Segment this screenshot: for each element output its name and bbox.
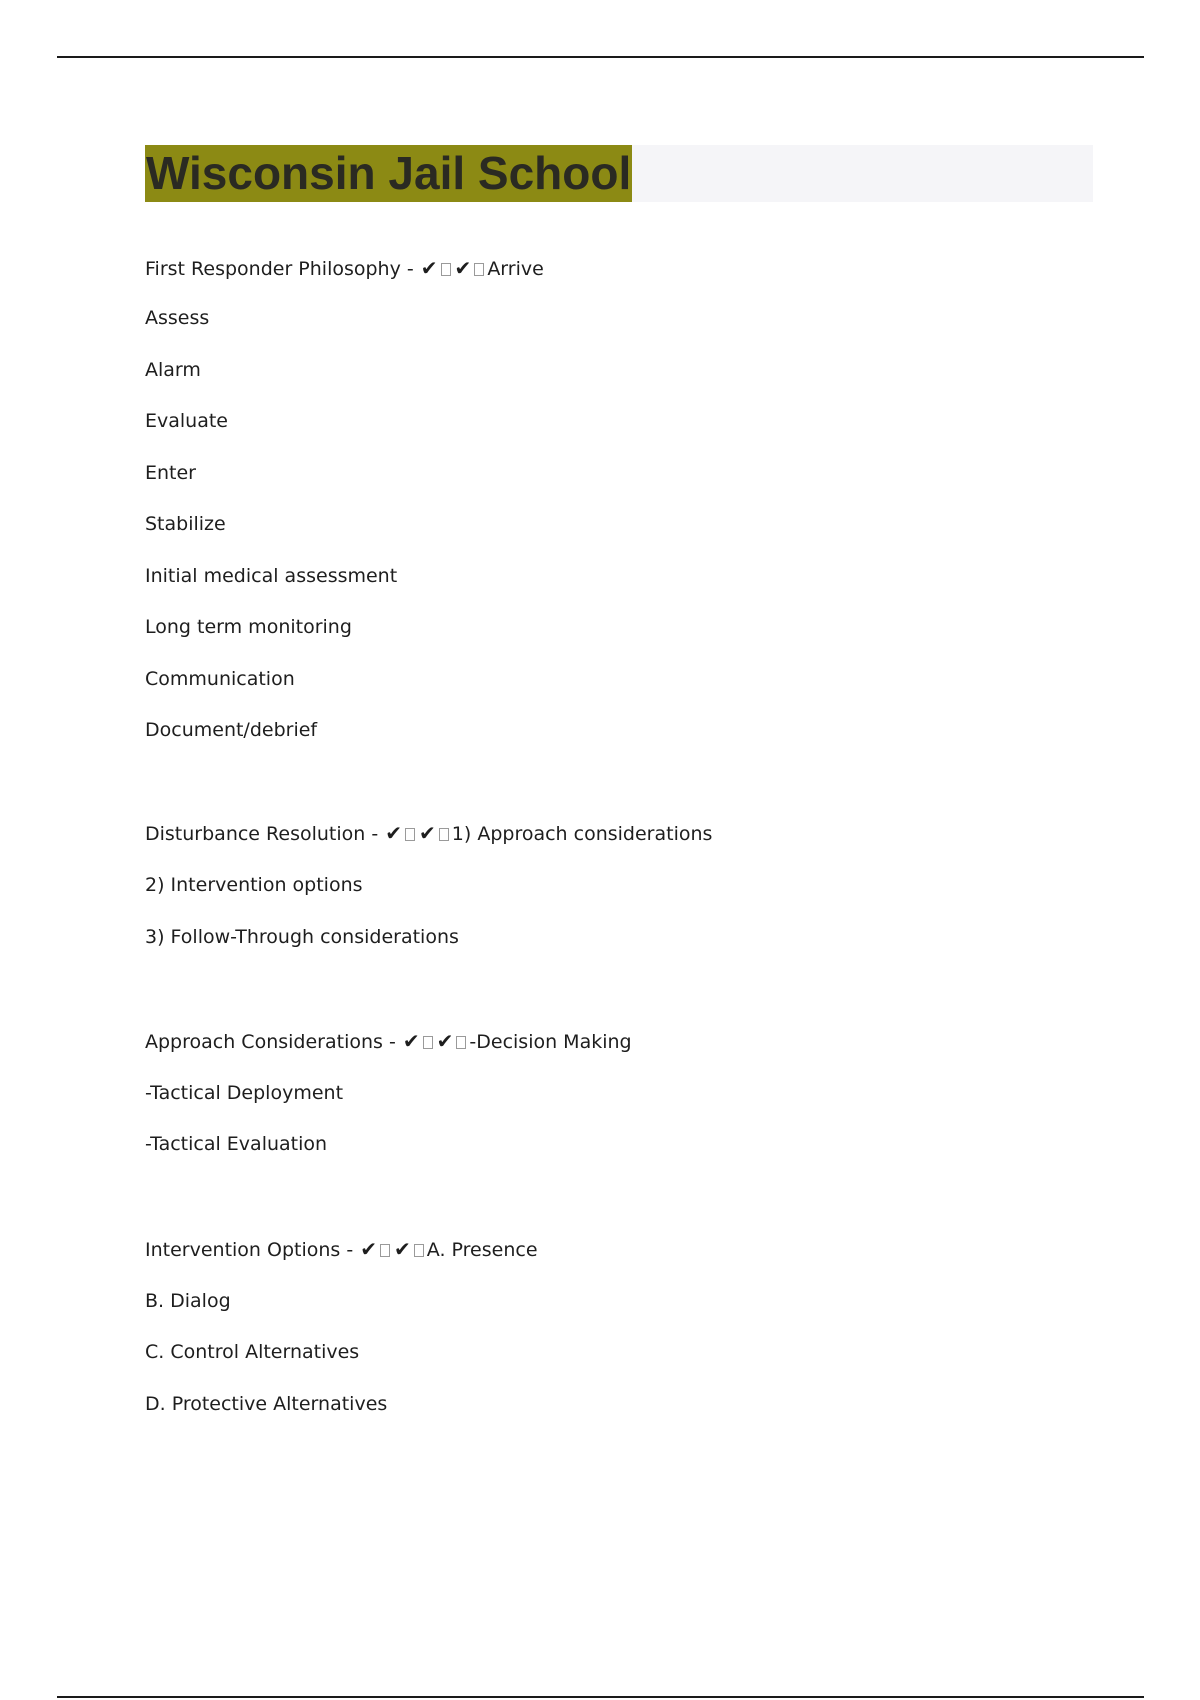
check-mark-icon: ✔	[385, 821, 403, 845]
check-mark-icon: ✔	[436, 1029, 454, 1053]
answer-line: C. Control Alternatives	[145, 1341, 360, 1363]
empty-box-icon	[380, 1244, 390, 1257]
answer-text: -Decision Making	[469, 1031, 632, 1053]
question-text: Intervention Options -	[145, 1239, 360, 1261]
empty-box-icon	[405, 828, 415, 841]
check-mark-icon: ✔	[419, 821, 436, 845]
question-line	[145, 1237, 538, 1262]
answer-line: Communication	[145, 668, 295, 690]
answer-line: Alarm	[145, 359, 201, 381]
check-mark-icon: ✔	[402, 1029, 420, 1053]
question-line	[145, 821, 712, 846]
answer-line: -Tactical Deployment	[145, 1082, 344, 1104]
check-mark-icon: ✔	[394, 1237, 411, 1261]
question-text: First Responder Philosophy -	[145, 258, 420, 280]
answer-text: 1) Approach considerations	[451, 823, 713, 845]
answer-line: B. Dialog	[145, 1290, 231, 1312]
question-text: Approach Considerations -	[145, 1031, 402, 1053]
empty-box-icon	[456, 1036, 466, 1049]
question-line	[145, 256, 544, 281]
empty-box-icon	[414, 1244, 424, 1257]
empty-box-icon	[441, 263, 451, 276]
answer-line: Evaluate	[145, 410, 228, 432]
answer-text: Arrive	[487, 258, 544, 280]
answer-line: Long term monitoring	[145, 616, 352, 638]
answer-line: -Tactical Evaluation	[145, 1133, 328, 1155]
answer-line: 2) Intervention options	[145, 874, 363, 896]
check-mark-icon: ✔	[420, 256, 438, 280]
answer-line: 3) Follow-Through considerations	[145, 926, 459, 948]
answer-line: Assess	[145, 307, 210, 329]
question-line	[145, 1029, 632, 1054]
header-rule	[57, 56, 1144, 58]
answer-line: Enter	[145, 462, 196, 484]
answer-line: Initial medical assessment	[145, 565, 398, 587]
check-mark-icon: ✔	[454, 256, 472, 280]
answer-text: A. Presence	[426, 1239, 538, 1261]
empty-box-icon	[439, 828, 449, 841]
answer-line: D. Protective Alternatives	[145, 1393, 388, 1415]
empty-box-icon	[474, 263, 484, 276]
question-text: Disturbance Resolution -	[145, 823, 385, 845]
empty-box-icon	[423, 1036, 433, 1049]
answer-line: Document/debrief	[145, 719, 318, 741]
footer-rule	[57, 1696, 1144, 1698]
document-title: Wisconsin Jail School	[145, 145, 632, 202]
answer-line: Stabilize	[145, 513, 226, 535]
check-mark-icon: ✔	[360, 1237, 378, 1261]
